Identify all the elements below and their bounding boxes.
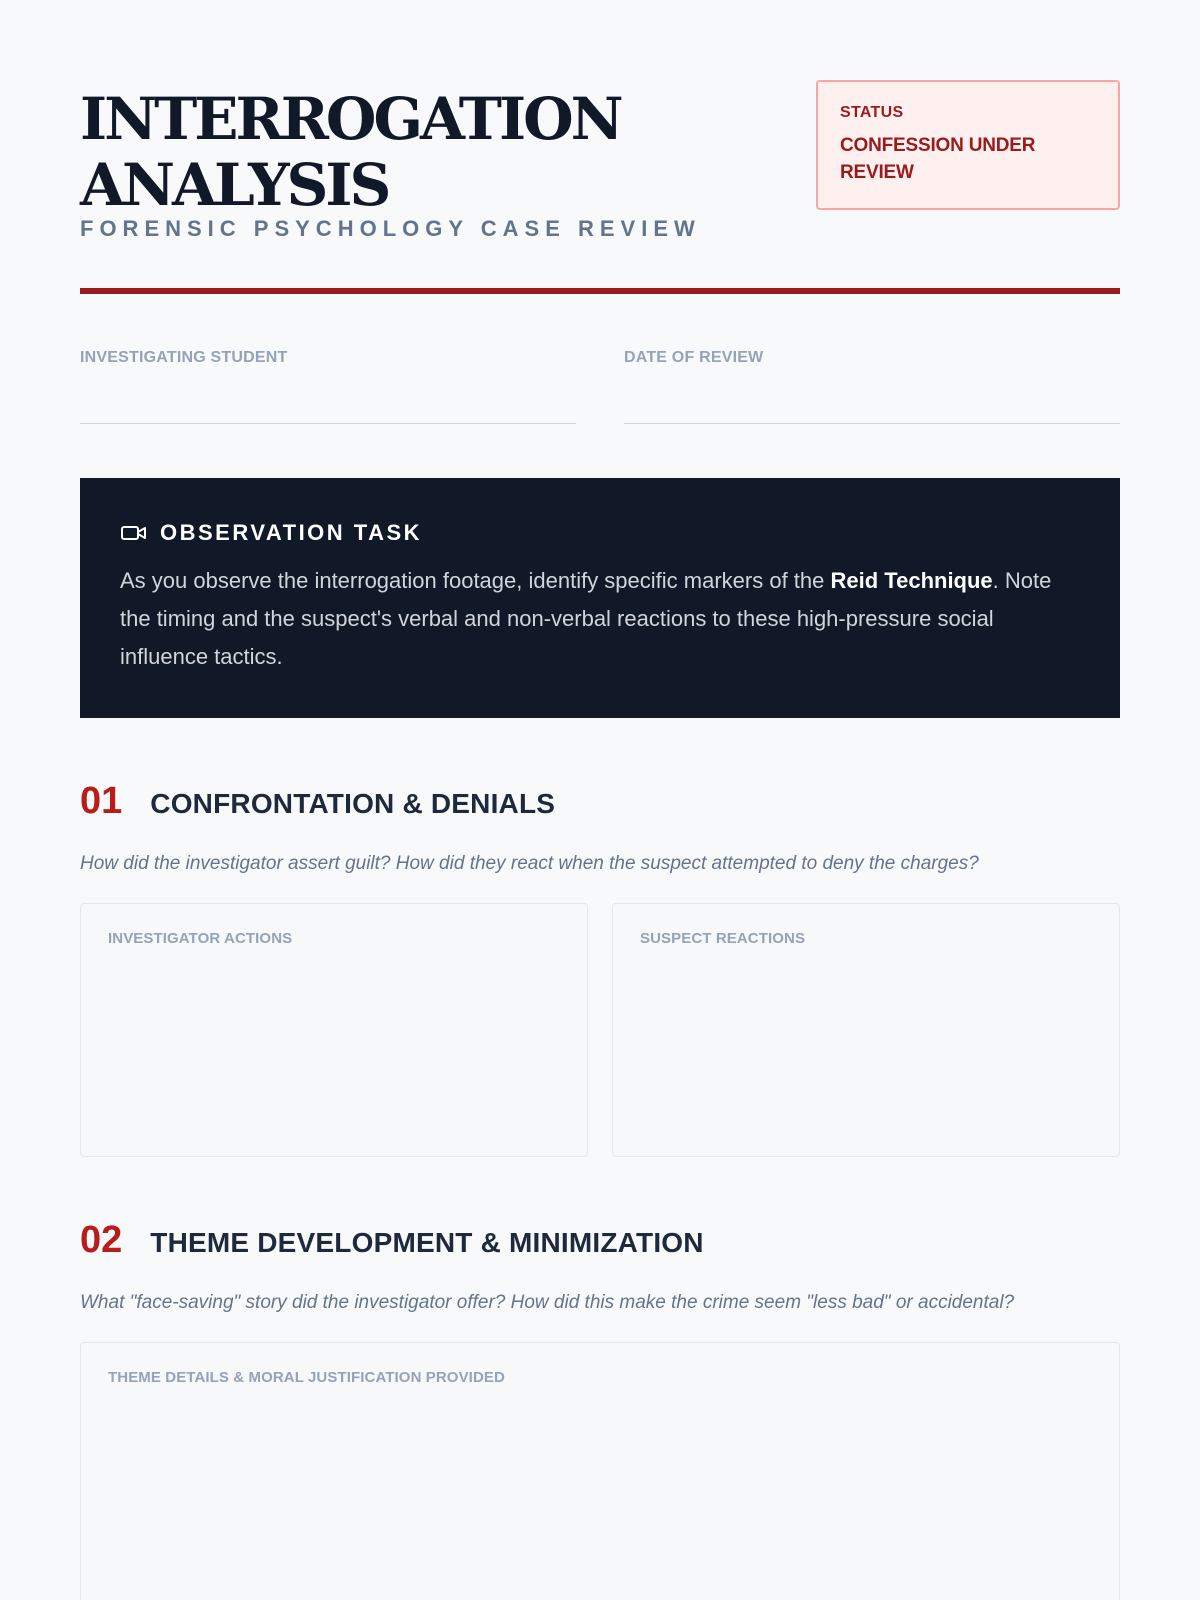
status-value: CONFESSION UNDER REVIEW xyxy=(840,135,1036,183)
answer-box-label: SUSPECT REACTIONS xyxy=(640,930,806,947)
section-prompt: What "face-saving" story did the investigator offer? How did this make the crime seem "less bad" or accidental? xyxy=(80,1292,1015,1313)
task-text-part-1: As you observe the interrogation footage, identify specific markers of the xyxy=(120,568,831,593)
review-date-label: DATE OF REVIEW xyxy=(624,349,764,366)
observation-task-text xyxy=(120,562,1080,676)
section-confrontation xyxy=(80,780,1120,1157)
student-name-label: INVESTIGATING STUDENT xyxy=(80,349,288,366)
section-title: CONFRONTATION & DENIALS xyxy=(150,788,556,819)
page-subtitle: FORENSIC PSYCHOLOGY CASE REVIEW xyxy=(80,216,701,241)
task-text-emphasis: Reid Technique xyxy=(830,568,993,593)
page-title-line-1: INTERROGATION xyxy=(80,85,621,153)
suspect-reactions-box[interactable] xyxy=(612,903,1120,1157)
observation-task-heading xyxy=(120,520,1080,546)
observation-task-title: OBSERVATION TASK xyxy=(160,520,423,545)
section-title: THEME DEVELOPMENT & MINIMIZATION xyxy=(150,1227,704,1258)
status-label: STATUS xyxy=(840,104,904,121)
answer-box-row xyxy=(80,1342,1120,1600)
status-badge xyxy=(816,80,1120,210)
page-title xyxy=(80,86,680,218)
section-heading xyxy=(80,780,1120,823)
header-divider xyxy=(80,288,1120,294)
section-number: 02 xyxy=(80,1219,123,1261)
investigator-actions-box[interactable] xyxy=(80,903,588,1157)
answer-box-row xyxy=(80,903,1120,1157)
worksheet-header xyxy=(80,80,1120,288)
section-theme-development xyxy=(80,1219,1120,1600)
observation-task-panel xyxy=(80,478,1120,718)
answer-box-label: INVESTIGATOR ACTIONS xyxy=(108,930,293,947)
task-text-part-2: . Note the timing and the suspect's verbal and non-verbal reactions to these high-pressure social influence tactics. xyxy=(120,568,1052,669)
student-name-field[interactable] xyxy=(80,349,576,424)
video-camera-icon xyxy=(120,523,148,543)
section-number: 01 xyxy=(80,780,123,822)
section-prompt: How did the investigator assert guilt? How did they react when the suspect attempted to deny the charges? xyxy=(80,853,979,874)
section-heading xyxy=(80,1219,1120,1262)
answer-box-label: THEME DETAILS & MORAL JUSTIFICATION PROVIDED xyxy=(108,1369,505,1386)
page-title-line-2: ANALYSIS xyxy=(80,151,389,219)
theme-details-box[interactable] xyxy=(80,1342,1120,1600)
review-date-field[interactable] xyxy=(624,349,1120,424)
student-info-fields xyxy=(80,349,1120,424)
